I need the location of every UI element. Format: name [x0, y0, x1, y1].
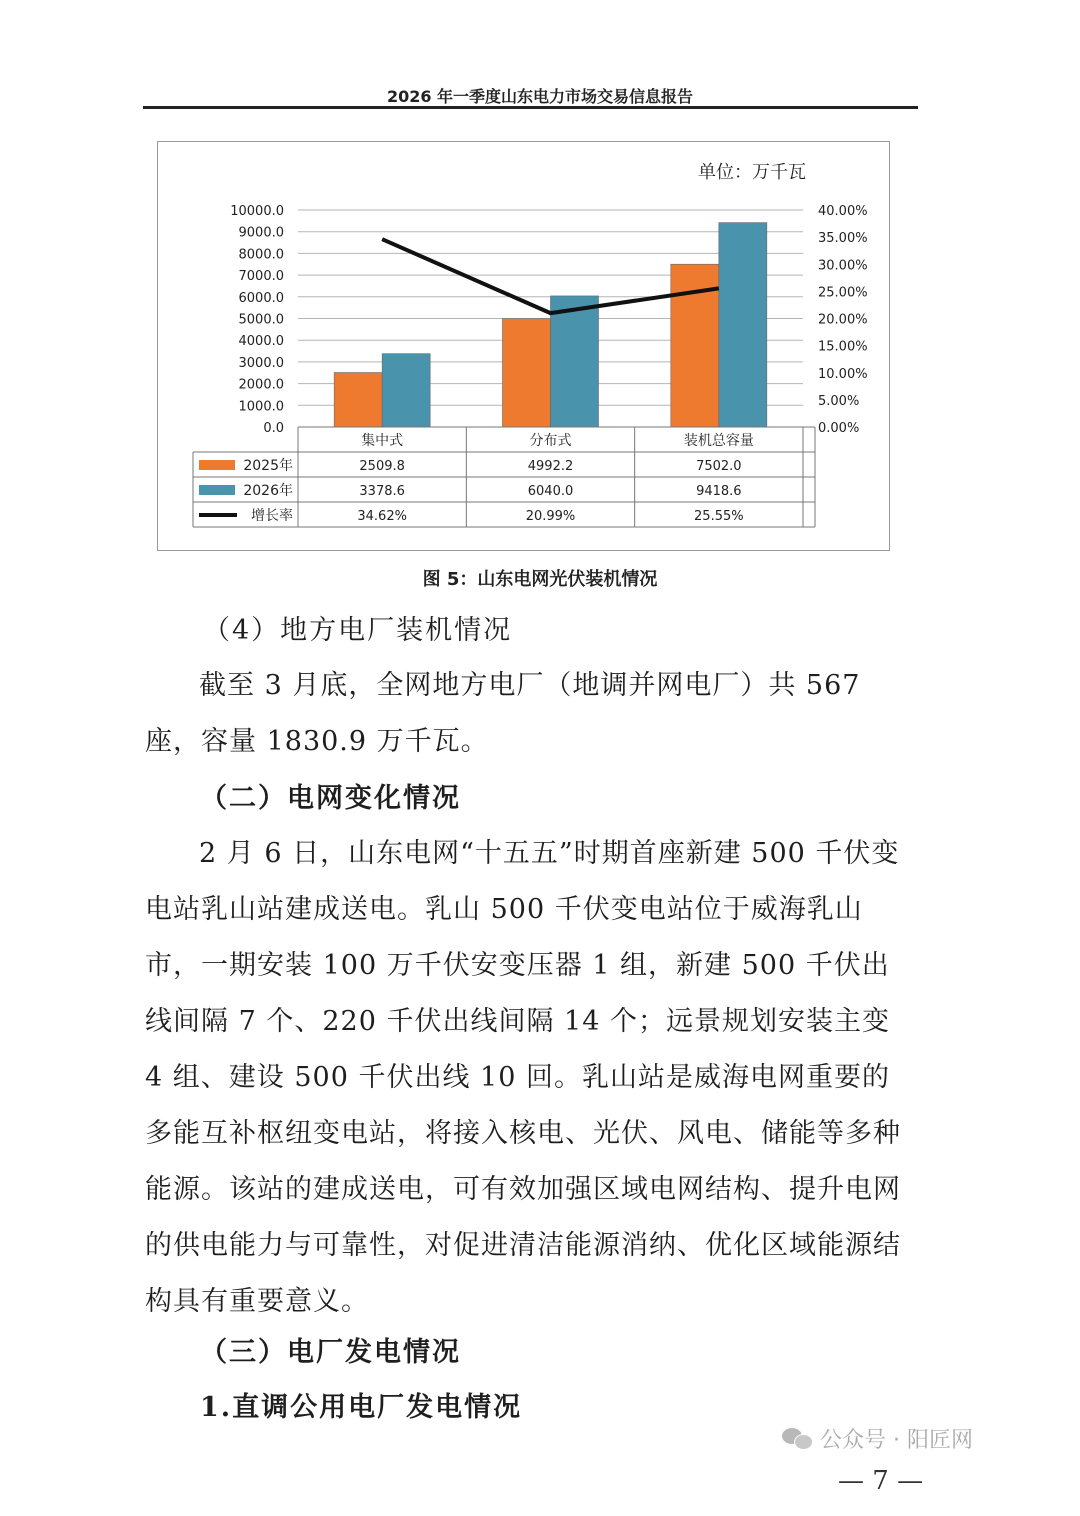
legend-label: 增长率 — [251, 508, 293, 524]
y-left-tick-label: 4000.0 — [238, 334, 284, 350]
unit-label: 单位：万千瓦 — [698, 162, 806, 183]
y-right-tick-label: 15.00% — [818, 339, 868, 355]
section-4-paragraph: 截至 3 月底，全网地方电厂（地调并网电厂）共 567 座，容量 1830.9 万千瓦。 — [145, 670, 861, 757]
data-label: 7502.0 — [696, 459, 742, 474]
report-header-title: 2026 年一季度山东电力市场交易信息报告 — [386, 87, 694, 106]
data-label: 2509.8 — [359, 459, 405, 474]
y-left-tick-label: 10000.0 — [230, 204, 284, 219]
section-3-subtitle: 1.直调公用电厂发电情况 — [200, 1392, 523, 1423]
data-label: 4992.2 — [527, 459, 574, 474]
bar-2026年-集中式 — [382, 354, 430, 427]
legend-key-2025年 — [199, 460, 235, 470]
watermark-text: 公众号 · 阳匠网 — [820, 1428, 973, 1453]
y-left-tick-label: 6000.0 — [238, 290, 284, 306]
category-label: 装机总容量 — [683, 433, 754, 449]
legend-label: 2026年 — [243, 483, 293, 499]
y-left-tick-label: 0.0 — [263, 421, 284, 436]
y-left-tick-label: 1000.0 — [238, 399, 284, 415]
legend-key-2026年 — [199, 485, 235, 495]
y-left-tick-label: 5000.0 — [238, 312, 284, 328]
y-left-tick-label: 3000.0 — [238, 355, 284, 371]
data-label: 6040.0 — [527, 484, 574, 499]
watermark — [782, 1423, 973, 1454]
y-left-tick-label: 7000.0 — [238, 269, 284, 285]
data-label: 25.55% — [694, 509, 744, 524]
legend-label: 2025年 — [243, 458, 293, 474]
chart-frame — [157, 141, 890, 551]
header-rule — [143, 106, 918, 109]
data-label: 34.62% — [357, 509, 407, 524]
y-right-tick-label: 20.00% — [818, 312, 868, 328]
bar-2025年-集中式 — [334, 373, 382, 427]
y-right-tick-label: 30.00% — [818, 258, 868, 274]
y-right-tick-label: 0.00% — [818, 421, 860, 436]
section-4-title: （4）地方电厂装机情况 — [203, 615, 513, 646]
wechat-icon — [782, 1428, 812, 1450]
y-left-tick-label: 2000.0 — [238, 377, 284, 393]
category-label: 分布式 — [529, 433, 572, 449]
y-left-tick-label: 8000.0 — [238, 247, 284, 263]
y-left-tick-label: 9000.0 — [238, 225, 284, 241]
data-label: 9418.6 — [696, 484, 742, 499]
section-3-title: （三）电厂发电情况 — [200, 1337, 461, 1368]
category-label: 集中式 — [361, 433, 404, 449]
data-label: 20.99% — [525, 509, 576, 524]
y-right-tick-label: 40.00% — [818, 204, 868, 219]
y-right-tick-label: 35.00% — [818, 231, 868, 247]
data-label: 3378.6 — [359, 484, 405, 499]
section-2-title: （二）电网变化情况 — [200, 783, 461, 814]
figure-caption: 图 5：山东电网光伏装机情况 — [422, 569, 658, 590]
y-right-tick-label: 10.00% — [818, 366, 868, 382]
bar-2026年-装机总容量 — [719, 223, 767, 427]
section-2-paragraph: 2 月 6 日，山东电网“十五五”时期首座新建 500 千伏变电站乳山站建成送电。乳山 500 千伏变电站位于威海乳山市，一期安装 100 万千伏安变压器 1 组，新建 500 千伏出线间隔 7 个、220 千伏出线间隔 14 个；远景规划安装主变 4 组、建设 500 千伏出线 10 回。乳山站是威海电网重要的多能互补枢纽变电站，将接入核电、光伏、风电、储能等多种能源。该站的建成送电，可有效加强区域电网结构、提升电网的供电能力与可靠性，对促进清洁能源消纳、优化区域能源结构具有重要意义。 — [145, 838, 901, 1317]
y-right-tick-label: 25.00% — [818, 285, 868, 301]
y-right-tick-label: 5.00% — [818, 393, 860, 409]
bar-2026年-分布式 — [551, 296, 599, 427]
page-number: — 7 — — [838, 1466, 924, 1496]
bar-2025年-分布式 — [503, 319, 551, 427]
pv-capacity-chart — [158, 142, 891, 552]
